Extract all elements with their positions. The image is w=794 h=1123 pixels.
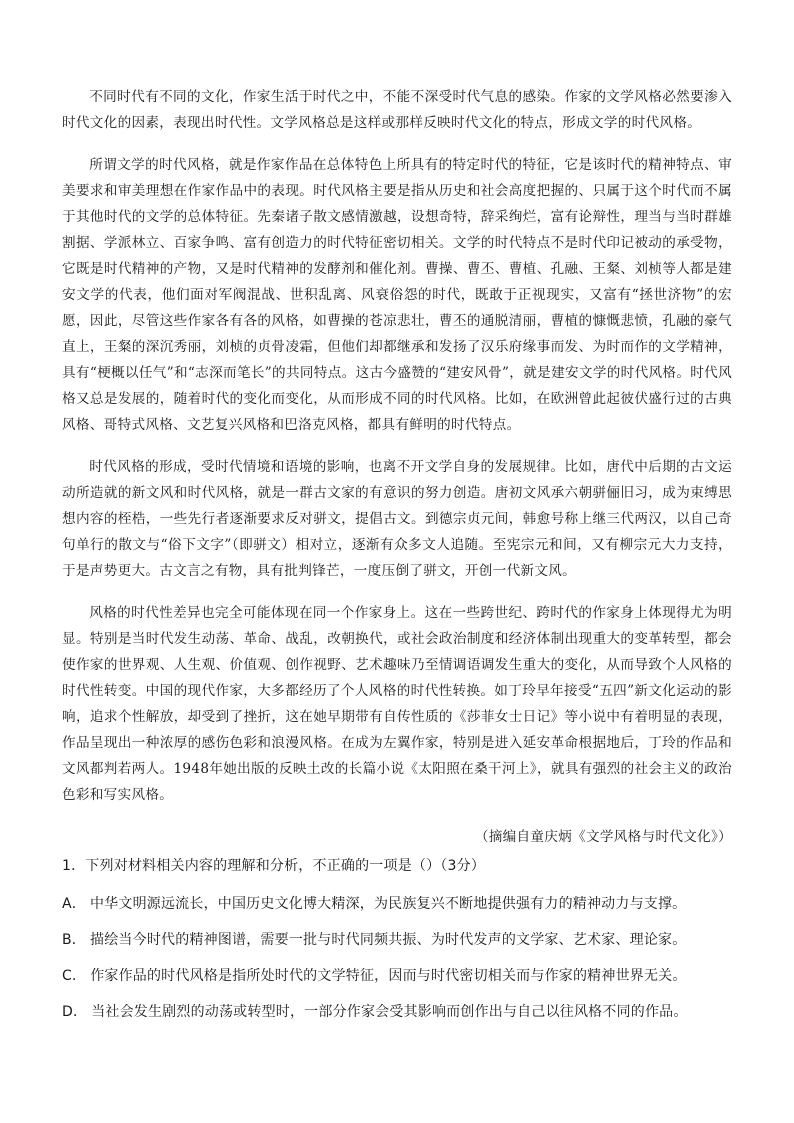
passage-paragraph-2: 所谓文学的时代风格，就是作家作品在总体特色上所具有的特定时代的特征，它是该时代的精神特点、审美要求和审美理想在作家作品中的表现。时代风格主要是指从历史和社会高度把握的、只属于这个时代而不属于其他时代的文学的总体特征。先秦诸子散文感情激越，设想奇特，辞采绚烂，富有论辩性，理当与当时群雄割据、学派林立、百家争鸣、富有创造力的时代特征密切相关。文学的时代特点不是时代印记被动的承受物，它既是时代精神的产物，又是时代精神的发酵剂和催化剂。曹操、曹丕、曹植、孔融、王粲、刘桢等人都是建安文学的代表，他们面对军阀混战、世积乱离、风衰俗怨的时代，既敢于正视现实，又富有“拯世济物”的宏愿，因此，尽管这些作家各有各的风格，如曹操的苍凉悲壮，曹丕的通脱清丽，曹植的慷慨悲愤，孔融的豪气直上，王粲的深沉秀丽，刘桢的贞骨凌霜，但他们却都继承和发扬了汉乐府缘事而发、为时而作的文学精神，具有“梗概以任气”和“志深而笔长”的共同特点。这古今盛赞的“建安风骨”，就是建安文学的时代风格。时代风格又总是发展的，随着时代的变化而变化，从而形成不同的时代风格。比如，在欧洲曾此起彼伏盛行过的古典风格、哥特式风格、文艺复兴风格和巴洛克风格，都具有鲜明的时代特点。 <box>62 157 732 433</box>
option-a <box>62 892 732 916</box>
option-letter: B． <box>62 932 87 948</box>
option-text: 当社会发生剧烈的动荡或转型时，一部分作家会受其影响而创作出与自己以往风格不同的作品。 <box>91 1004 688 1020</box>
passage-source: （摘编自童庆炳《文学风格与时代文化》） <box>474 829 732 845</box>
passage-paragraph-1: 不同时代有不同的文化，作家生活于时代之中，不能不深受时代气息的感染。作家的文学风格必然要渗入时代文化的因素，表现出时代性。文学风格总是这样或那样反映时代文化的特点，形成文学的时代风格。 <box>62 89 732 131</box>
option-c <box>62 964 732 988</box>
option-text: 作家作品的时代风格是指所处时代的文学特征，因而与时代密切相关而与作家的精神世界无关。 <box>90 968 687 984</box>
document-page <box>62 84 732 1036</box>
option-letter: A． <box>62 896 86 912</box>
option-d <box>62 1000 732 1024</box>
passage-paragraph-3: 时代风格的形成，受时代情境和语境的影响，也离不开文学自身的发展规律。比如，唐代中后期的古文运动所造就的新文风和时代风格，就是一群古文家的有意识的努力创造。唐初文风承六朝骈俪旧习，成为束缚思想内容的桎梏，一些先行者逐渐要求反对骈文，提倡古文。到德宗贞元间，韩愈号称上继三代两汉，以自己奇句单行的散文与“俗下文字”（即骈文）相对立，逐渐有众多文人追随。至宪宗元和间，又有柳宗元大力支持，于是声势更大。古文言之有物，具有批判锋芒，一度压倒了骈文，开创一代新文风。 <box>62 459 732 579</box>
option-letter: C． <box>62 968 87 984</box>
reading-passage <box>62 84 732 850</box>
option-letter: D． <box>62 1004 88 1020</box>
passage-paragraph-4: 风格的时代性差异也完全可能体现在同一个作家身上。这在一些跨世纪、跨时代的作家身上体现得尤为明显。特别是当时代发生动荡、革命、战乱，改朝换代，或社会政治制度和经济体制出现重大的变革转型，都会使作家的世界观、人生观、价值观、创作视野、艺术趣味乃至情调语调发生重大的变化，从而导致个人风格的时代性转变。中国的现代作家，大多都经历了个人风格的时代性转换。如丁玲早年接受“五四”新文化运动的影响，追求个性解放，却受到了挫折，这在她早期带有自传性质的《莎菲女士日记》等小说中有着明显的表现，作品呈现出一种浓厚的感伤色彩和浪漫风格。在成为左翼作家，特别是进入延安革命根据地后，丁玲的作品和文风都判若两人。1948年她出版的反映土改的长篇小说《太阳照在桑干河上》，就具有强烈的社会主义的政治色彩和写实风格。 <box>62 605 732 803</box>
question-stem: 1．下列对材料相关内容的理解和分析，不正确的一项是（）（3分） <box>62 858 486 874</box>
option-b <box>62 928 732 952</box>
option-text: 描绘当今时代的精神图谱，需要一批与时代同频共振、为时代发声的文学家、艺术家、理论家。 <box>90 932 687 948</box>
question-1 <box>62 854 732 1024</box>
option-text: 中华文明源远流长，中国历史文化博大精深，为民族复兴不断地提供强有力的精神动力与支撑。 <box>89 896 687 912</box>
